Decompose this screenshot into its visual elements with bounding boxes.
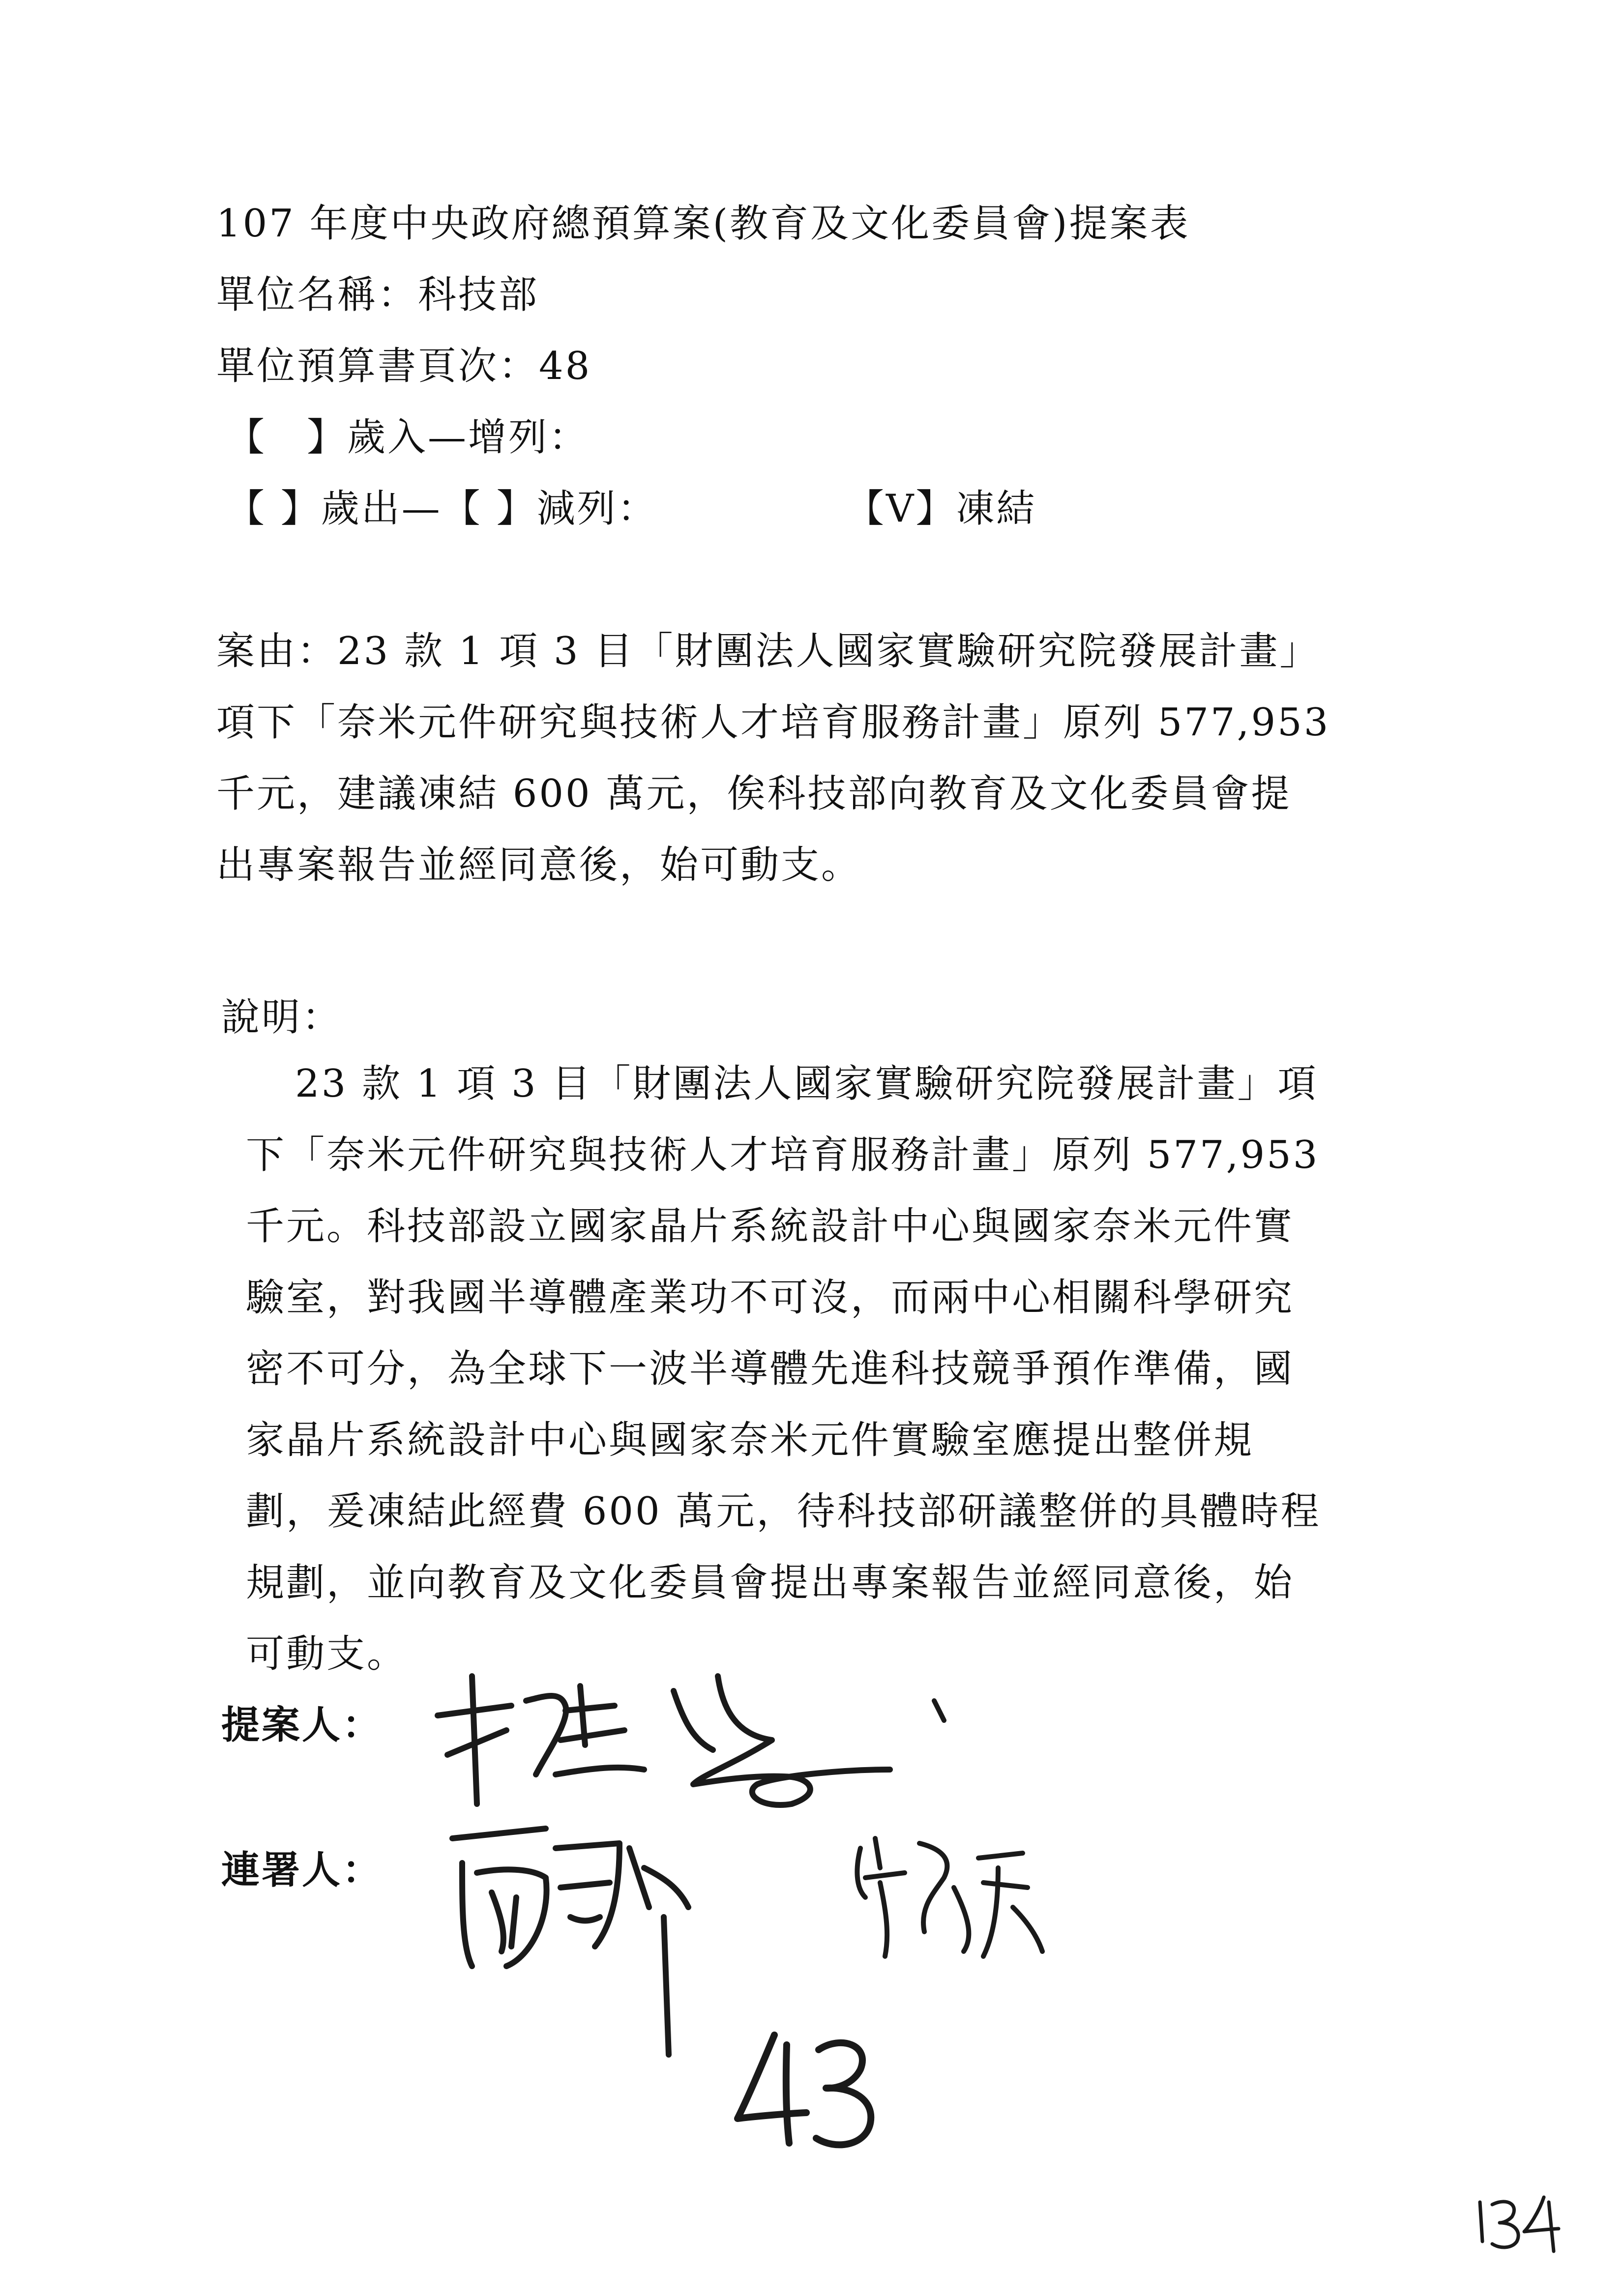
corner-page-number [1470,2187,1568,2256]
cosigner-signatures [433,1809,1170,2055]
explanation-line-4: 驗室，對我國半導體產業功不可沒，而兩中心相關科學研究 [246,1276,1295,1320]
svg-text:43: 43 [806,2149,809,2151]
expense-checkbox-line: 【 】歲出—【 】減列： [226,487,658,531]
freeze-checkbox-line: 【V】凍結 [846,487,1037,531]
explanation-line-5: 密不可分，為全球下一波半導體先進科技競爭預作準備，國 [246,1347,1295,1391]
explanation-line-8: 規劃，並向教育及文化委員會提出專案報告並經同意後，始 [246,1561,1295,1605]
explanation-line-3: 千元。科技部設立國家晶片系統設計中心與國家奈米元件實 [246,1204,1295,1249]
explanation-line-1: 23 款 1 項 3 目「財團法人國家實驗研究院發展計畫」項 [295,1062,1318,1106]
case-line-4: 出專案報告並經同意後，始可動支。 [216,843,862,887]
case-line-1: 案由：23 款 1 項 3 目「財團法人國家實驗研究院發展計畫」 [216,629,1320,673]
document-title: 107 年度中央政府總預算案(教育及文化委員會)提案表 [216,202,1190,246]
explanation-line-9: 可動支。 [246,1632,408,1676]
explanation-line-6: 家晶片系統設計中心與國家奈米元件實驗室應提出整併規 [246,1418,1254,1462]
explanation-line-2: 下「奈米元件研究與技術人才培育服務計畫」原列 577,953 [246,1133,1320,1177]
budget-page-number: 單位預算書頁次：48 [216,344,592,388]
explanation-line-7: 劃，爰凍結此經費 600 萬元，待科技部研議整併的具體時程 [246,1489,1321,1534]
unit-name: 單位名稱：科技部 [216,273,539,317]
svg-text:134: 134 [1519,2254,1522,2256]
handwritten-page-number [728,2025,885,2153]
case-line-3: 千元，建議凍結 600 萬元，俟科技部向教育及文化委員會提 [216,772,1292,816]
revenue-checkbox-line: 【 】歲入—增列： [226,415,590,460]
case-line-2: 項下「奈米元件研究與技術人才培育服務計畫」原列 577,953 [216,700,1330,745]
proposer-label: 提案人： [221,1703,383,1747]
proposer-signature [418,1657,1033,1814]
cosigner-label: 連署人： [221,1848,383,1892]
explanation-label: 說明： [221,995,343,1040]
